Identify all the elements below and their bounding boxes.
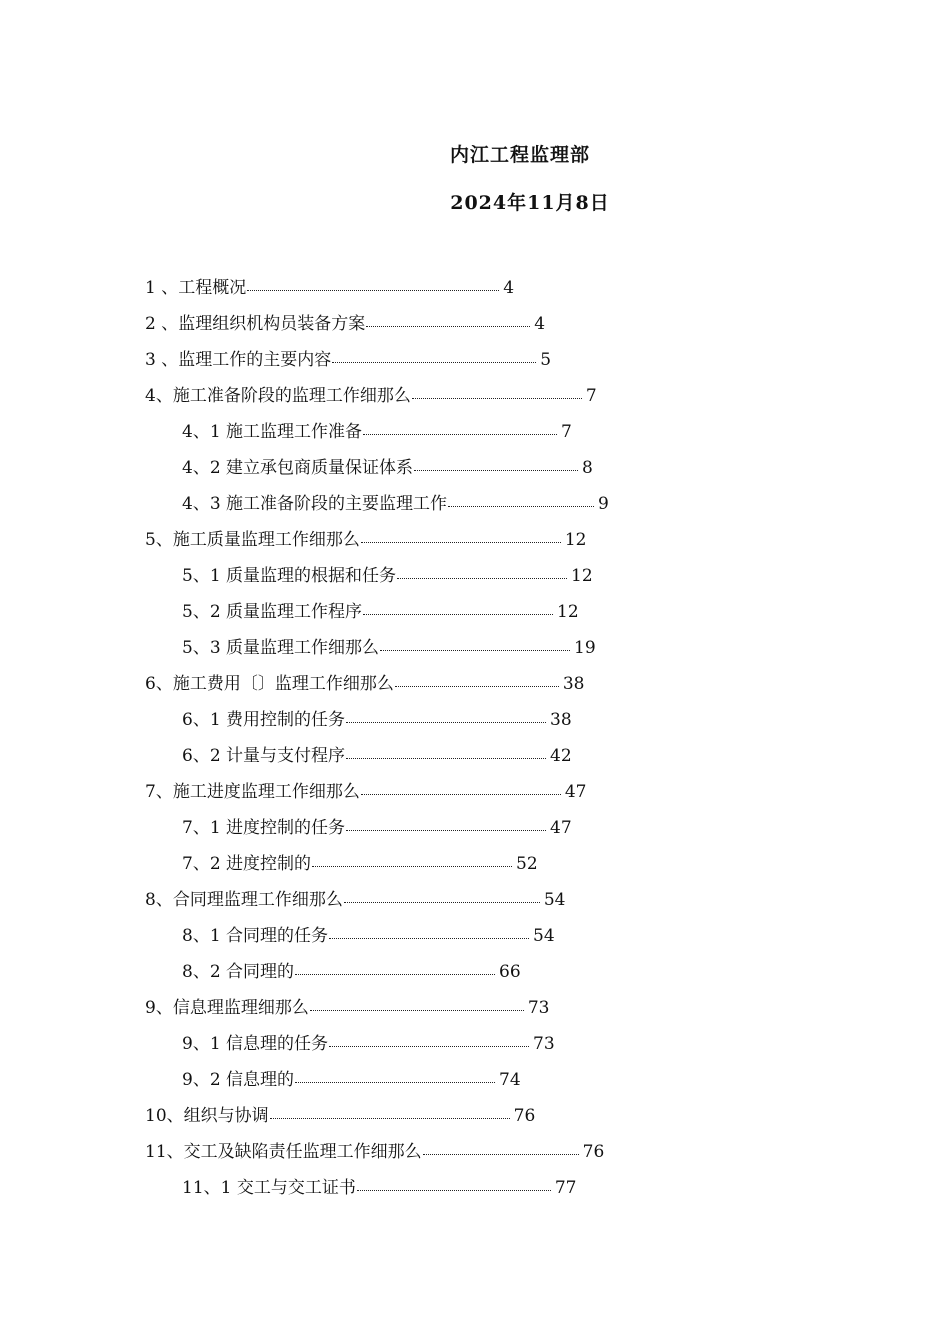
toc-leader	[363, 614, 553, 615]
toc-entry-page: 76	[513, 1106, 536, 1126]
toc-entry-page: 12	[557, 602, 579, 622]
toc-entry[interactable]	[182, 456, 593, 480]
toc-entry[interactable]	[182, 852, 538, 876]
toc-entry-label: 8、合同理监理工作细那么	[145, 890, 343, 910]
toc-entry-label: 6、2 计量与支付程序	[182, 746, 346, 766]
toc-entry-page: 42	[550, 746, 572, 766]
toc-entry[interactable]	[145, 528, 586, 552]
toc-entry-page: 8	[582, 458, 593, 478]
toc-entry-page: 38	[562, 674, 585, 694]
toc-leader	[344, 902, 540, 903]
toc-leader	[329, 938, 529, 939]
toc-entry-label: 4、1 施工监理工作准备	[182, 422, 363, 442]
organization-title: 内江工程监理部	[449, 144, 590, 166]
toc-leader	[361, 794, 561, 795]
toc-entry-label: 4、施工准备阶段的监理工作细那么	[145, 386, 411, 406]
toc-entry-page: 38	[550, 710, 572, 730]
toc-entry-page: 73	[533, 1034, 555, 1054]
toc-entry[interactable]	[145, 672, 584, 696]
toc-entry[interactable]	[182, 960, 521, 984]
toc-leader	[361, 542, 561, 543]
toc-entry-label: 11、交工及缺陷责任监理工作细那么	[145, 1142, 422, 1162]
toc-leader	[295, 974, 495, 975]
toc-entry[interactable]	[182, 924, 555, 948]
toc-entry-label: 8、1 合同理的任务	[182, 926, 329, 946]
toc-entry[interactable]	[145, 780, 586, 804]
toc-leader	[295, 1082, 495, 1083]
toc-leader	[380, 650, 570, 651]
toc-leader	[270, 1118, 510, 1119]
toc-entry-label: 5、施工质量监理工作细那么	[145, 530, 360, 550]
toc-leader	[448, 506, 594, 507]
toc-entry-label: 9、1 信息理的任务	[182, 1034, 329, 1054]
toc-leader	[346, 722, 546, 723]
toc-entry-label: 1 、工程概况	[145, 278, 247, 298]
toc-entry-page: 7	[585, 386, 597, 406]
toc-entry[interactable]	[182, 708, 572, 732]
toc-entry[interactable]	[182, 816, 572, 840]
toc-entry[interactable]	[182, 636, 596, 660]
toc-leader	[395, 686, 559, 687]
toc-leader	[332, 362, 536, 363]
toc-leader	[357, 1190, 551, 1191]
toc-entry-page: 7	[561, 422, 572, 442]
toc-entry-label: 9、2 信息理的	[182, 1070, 295, 1090]
toc-entry-label: 9、信息理监理细那么	[145, 998, 309, 1018]
toc-entry-page: 19	[574, 638, 596, 658]
toc-leader	[423, 1154, 579, 1155]
toc-entry-label: 4、2 建立承包商质量保证体系	[182, 458, 414, 478]
toc-entry-page: 77	[554, 1178, 577, 1198]
toc-entry-label: 6、施工费用〔〕监理工作细那么	[145, 674, 394, 694]
toc-entry-page: 73	[527, 998, 550, 1018]
toc-entry[interactable]	[182, 1068, 521, 1092]
toc-entry[interactable]	[145, 312, 545, 336]
toc-entry-label: 7、施工进度监理工作细那么	[145, 782, 360, 802]
toc-entry[interactable]	[145, 276, 514, 300]
toc-entry[interactable]	[182, 420, 572, 444]
toc-entry[interactable]	[182, 492, 609, 516]
toc-entry-label: 5、2 质量监理工作程序	[182, 602, 363, 622]
toc-leader	[329, 1046, 529, 1047]
toc-entry-label: 10、组织与协调	[145, 1106, 269, 1126]
toc-entry[interactable]	[182, 600, 579, 624]
toc-entry[interactable]	[145, 384, 597, 408]
toc-leader	[414, 470, 578, 471]
toc-entry-label: 5、1 质量监理的根据和任务	[182, 566, 397, 586]
toc-entry-page: 54	[543, 890, 566, 910]
toc-leader	[310, 1010, 524, 1011]
toc-leader	[346, 758, 546, 759]
toc-entry-page: 54	[533, 926, 555, 946]
toc-entry[interactable]	[145, 996, 549, 1020]
toc-entry-label: 2 、监理组织机构员装备方案	[145, 314, 366, 334]
toc-entry[interactable]	[145, 888, 565, 912]
toc-entry-page: 52	[516, 854, 538, 874]
toc-entry-page: 12	[571, 566, 593, 586]
toc-leader	[363, 434, 557, 435]
toc-entry-label: 8、2 合同理的	[182, 962, 295, 982]
toc-entry-page: 9	[598, 494, 609, 514]
toc-entry[interactable]	[182, 744, 572, 768]
toc-entry-page: 66	[499, 962, 521, 982]
toc-leader	[366, 326, 530, 327]
toc-entry-label: 6、1 费用控制的任务	[182, 710, 346, 730]
toc-leader	[247, 290, 499, 291]
toc-leader	[397, 578, 567, 579]
toc-entry-label: 7、1 进度控制的任务	[182, 818, 346, 838]
toc-entry-page: 12	[564, 530, 587, 550]
toc-entry-label: 4、3 施工准备阶段的主要监理工作	[182, 494, 448, 514]
toc-leader	[412, 398, 582, 399]
toc-entry-page: 4	[503, 278, 515, 298]
toc-entry-page: 47	[564, 782, 587, 802]
toc-entry[interactable]	[182, 1176, 577, 1200]
toc-entry[interactable]	[182, 1032, 555, 1056]
toc-entry-page: 47	[550, 818, 572, 838]
toc-entry-page: 5	[540, 350, 552, 370]
toc-entry-page: 4	[534, 314, 546, 334]
toc-entry[interactable]	[145, 348, 551, 372]
toc-entry-label: 11、1 交工与交工证书	[182, 1178, 356, 1198]
toc-entry-label: 5、3 质量监理工作细那么	[182, 638, 380, 658]
toc-entry-page: 76	[582, 1142, 605, 1162]
document-date: 2024年11月8日	[450, 192, 610, 214]
toc-entry[interactable]	[145, 1140, 604, 1164]
toc-entry-label: 7、2 进度控制的	[182, 854, 312, 874]
toc-entry[interactable]	[145, 1104, 535, 1128]
toc-entry[interactable]	[182, 564, 593, 588]
toc-leader	[312, 866, 512, 867]
toc-leader	[346, 830, 546, 831]
toc-entry-page: 74	[499, 1070, 521, 1090]
toc-entry-label: 3 、监理工作的主要内容	[145, 350, 332, 370]
